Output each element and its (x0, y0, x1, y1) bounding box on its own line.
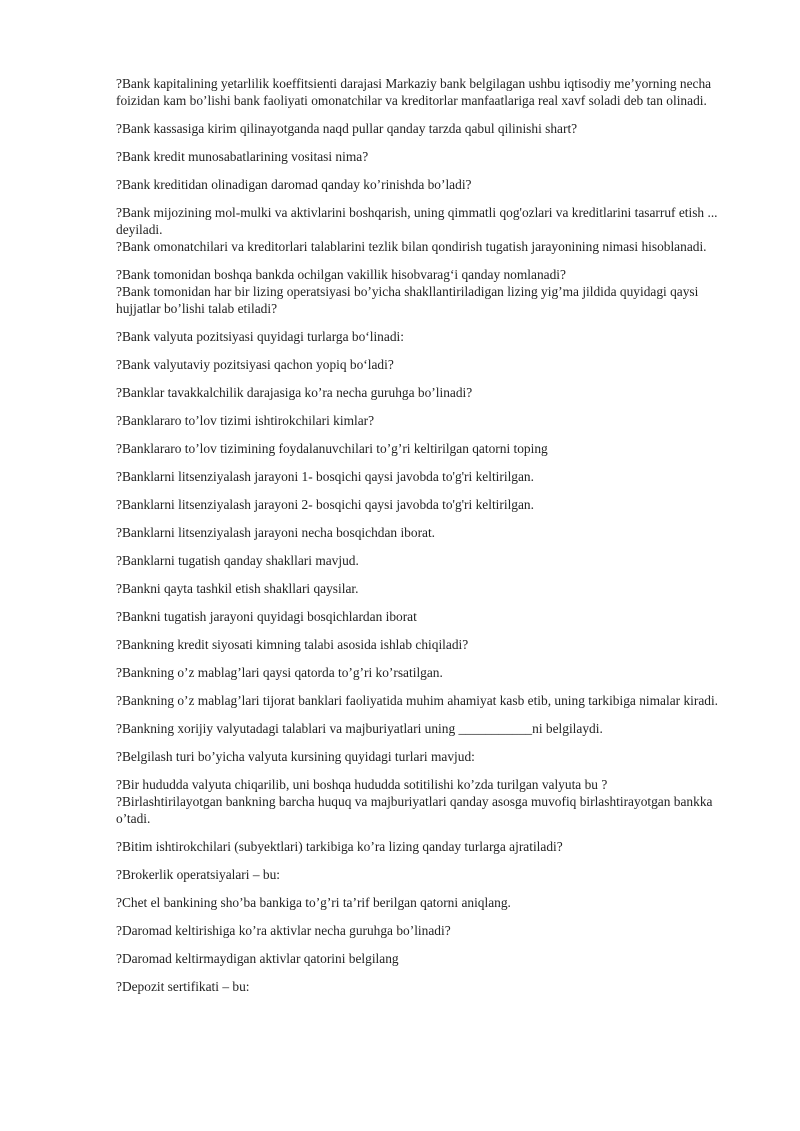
question-paragraph: ?Bank valyuta pozitsiyasi quyidagi turlarga bo‘linadi: (116, 329, 404, 344)
question-paragraph: ?Bankning o’z mablag’lari qaysi qatorda to’g’ri ko’rsatilgan. (116, 665, 443, 680)
question-paragraph: ?Bank kapitalining yetarlilik koeffitsienti darajasi Markaziy bank belgilagan ushbu iqtisodiy me’yorning necha foizidan kam bo’lishi bank faoliyati omonatchilar va kreditorlar manfaatlariga real xavf soladi deb tan olinadi. (116, 76, 712, 108)
question-paragraph: ?Bitim ishtirokchilari (subyektlari) tarkibiga ko’ra lizing qanday turlarga ajratiladi? (116, 839, 563, 854)
question-paragraph: ?Bir hududda valyuta chiqarilib, uni boshqa hududda sotitilishi ko’zda turilgan valyuta bu ? (116, 777, 608, 792)
question-paragraph: ?Banklarni litsenziyalash jarayoni 2- bosqichi qaysi javobda to'g'ri keltirilgan. (116, 497, 534, 512)
question-paragraph: ?Daromad keltirishiga ko’ra aktivlar necha guruhga bo’linadi? (116, 923, 451, 938)
question-paragraph: ?Belgilash turi bo’yicha valyuta kursining quyidagi turlari mavjud: (116, 749, 475, 764)
question-paragraph: ?Bankning xorijiy valyutadagi talablari va majburiyatlari uning ___________ni belgilaydi. (116, 721, 603, 736)
question-paragraph: ?Bank tomonidan har bir lizing operatsiyasi bo’yicha shakllantiriladigan lizing yig’ma jildida quyidagi qaysi hujjatlar bo’lishi talab etiladi? (116, 284, 699, 316)
question-paragraph: ?Banklararo to’lov tizimining foydalanuvchilari to’g’ri keltirilgan qatorni toping (116, 441, 548, 456)
question-paragraph: ?Bank tomonidan boshqa bankda ochilgan vakillik hisobvarag‘i qanday nomlanadi? (116, 267, 566, 282)
question-paragraph: ?Depozit sertifikati – bu: (116, 979, 250, 994)
question-paragraph: ?Bank mijozining mol-mulki va aktivlarini boshqarish, uning qimmatli qog'ozlari va kreditlarini tasarruf etish ... deyiladi. (116, 205, 718, 237)
question-paragraph: ?Birlashtirilayotgan bankning barcha huquq va majburiyatlari qanday asosga muvofiq birlashtirayotgan bankka o’tadi. (116, 794, 713, 826)
question-paragraph: ?Banklar tavakkalchilik darajasiga ko’ra necha guruhga bo’linadi? (116, 385, 473, 400)
question-paragraph: ?Bank kassasiga kirim qilinayotganda naqd pullar qanday tarzda qabul qilinishi shart? (116, 121, 578, 136)
document-page (116, 75, 746, 995)
question-paragraph: ?Bank valyutaviy pozitsiyasi qachon yopiq bo‘ladi? (116, 357, 394, 372)
question-paragraph: ?Bank omonatchilari va kreditorlari talablarini tezlik bilan qondirish tugatish jarayonining nimasi hisoblanadi. (116, 239, 707, 254)
question-paragraph: ?Daromad keltirmaydigan aktivlar qatorini belgilang (116, 951, 399, 966)
question-paragraph: ?Bankning o’z mablag’lari tijorat banklari faoliyatida muhim ahamiyat kasb etib, uning tarkibiga nimalar kiradi. (116, 693, 719, 708)
question-paragraph: ?Banklarni litsenziyalash jarayoni 1- bosqichi qaysi javobda to'g'ri keltirilgan. (116, 469, 534, 484)
question-paragraph: ?Bankning kredit siyosati kimning talabi asosida ishlab chiqiladi? (116, 637, 469, 652)
question-paragraph: ?Bank kreditidan olinadigan daromad qanday ko’rinishda bo’ladi? (116, 177, 472, 192)
question-paragraph: ?Bankni qayta tashkil etish shakllari qaysilar. (116, 581, 359, 596)
question-paragraph: ?Banklarni tugatish qanday shakllari mavjud. (116, 553, 359, 568)
question-paragraph: ?Banklarni litsenziyalash jarayoni necha bosqichdan iborat. (116, 525, 436, 540)
question-paragraph: ?Brokerlik operatsiyalari – bu: (116, 867, 280, 882)
question-paragraph: ?Bank kredit munosabatlarining vositasi nima? (116, 149, 369, 164)
question-paragraph: ?Bankni tugatish jarayoni quyidagi bosqichlardan iborat (116, 609, 417, 624)
question-paragraph: ?Chet el bankining sho’ba bankiga to’g’ri ta’rif berilgan qatorni aniqlang. (116, 895, 511, 910)
question-paragraph: ?Banklararo to’lov tizimi ishtirokchilari kimlar? (116, 413, 375, 428)
